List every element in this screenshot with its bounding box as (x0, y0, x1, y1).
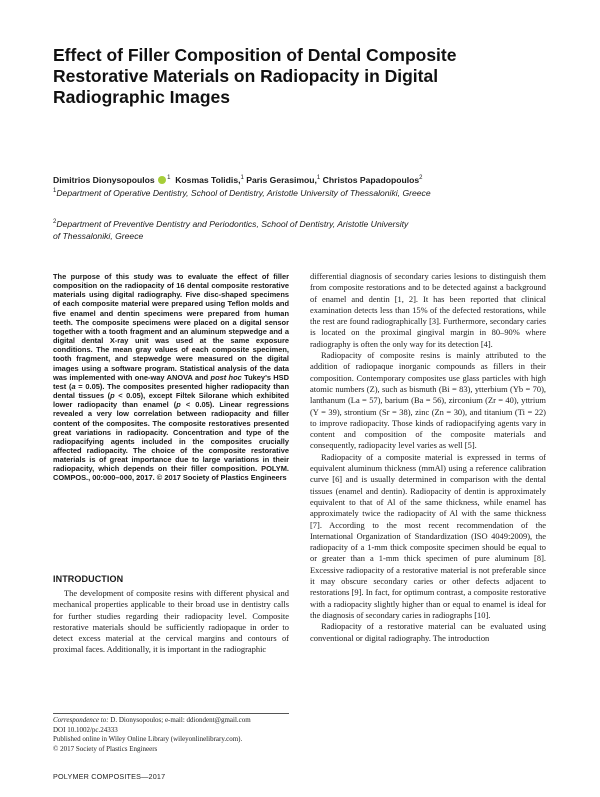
right-column (310, 271, 546, 644)
author-affiliation-mark: 1 (240, 175, 244, 181)
abstract-text: p (110, 391, 115, 401)
correspondence-label: Correspondence to: (53, 716, 109, 724)
abstract-text: a (71, 381, 76, 391)
orcid-icon[interactable] (158, 176, 166, 184)
abstract-text: p (176, 400, 181, 410)
paragraph: differential diagnosis of secondary caries lesions to distinguish them from composite restorations and to be detected against a background of enamel and dentin [1, 2]. It has been reported that clinical examination detects less than 15% of the defected restorations, while the rest are found radiographically [3]. Furthermore, secondary caries is located on the proximal gingival margin in 80–90% where radiography is often the only way for its detection [4]. (310, 271, 546, 349)
correspondence-line (53, 716, 293, 726)
correspondence-footnote (53, 716, 293, 754)
abstract-text: The purpose of this study was to evaluate the effect of filler composition on the radiopacity of 16 dental composite restorative materials using digital radiography. Five disc-shaped specimens of each composite material were prepared using Teflon molds and five enamel and dentin specimens were prepared from human teeth. The composite specimens were placed on a digital sensor together with a tooth fragment and an aluminum stepwedge and a digital dental X-ray unit was used at the same exposure conditions. The mean gray values of each composite specimen, tooth fragment, and stepwedge were measured on the digital images using a software program. Statistical analysis of the data was implemented with one-way ANOVA and (53, 272, 289, 382)
journal-footer: POLYMER COMPOSITES—2017 (53, 772, 166, 781)
left-column (53, 272, 289, 483)
paragraph: Radiopacity of a composite material is expressed in terms of equivalent aluminum thickness (mmAl) using a reference calibration curve [6] and is usually determined in comparison with the dental tissues (enamel and dentin). Radiopacity of dentin is approximately equivalent to that of Al of the same thickness, while enamel has approximately twice the radiopacity of Al with the same thickness [7]. According to the most recent recommendation of the International Organization of Standardization (ISO 4049:2009), the radiopacity of a 1-mm thick composite specimen should be equal to or greater than a 1-mm thick specimen of pure aluminum [8]. Excessive radiopacity of a restorative material is not preferable since it may obscure secondary caries or other defects adjacent to restorations [9]. In fact, for optimum contrast, a composite restorative with a radiopacity slightly higher than or equal to enamel is ideal for the diagnosis of secondary caries in radiographs [10]. (310, 451, 546, 620)
author-name[interactable]: Paris Gerasimou, (246, 175, 317, 185)
footnote-divider (53, 713, 289, 714)
published-line: Published online in Wiley Online Library (wileyonlinelibrary.com). (53, 735, 243, 744)
affiliation-mark: 1 (53, 188, 57, 194)
author-name[interactable]: Kosmas Tolidis, (175, 175, 241, 185)
abstract-text: post hoc (210, 372, 242, 382)
article-title: Effect of Filler Composition of Dental Composite Restorative Materials on Radiopacity in Digital Radiographic Images (53, 45, 457, 107)
paragraph: Radiopacity of composite resins is mainly attributed to the addition of radiopaque inorganic compounds as fillers in their composition. Contemporary composites use glass particles with high atomic numbers (Z), such as bismuth (Bi = 83), ytterbium (Yb = 70), lanthanum (La = 57), barium (Ba = 56), zirconium (Zr = 40), yttrium (Y = 39), strontium (Sr = 38), zinc (Zn = 30), and titanium (Ti = 22) to improve radiopacity. Those kinds of radiopacifying agents vary in content and composition of the composite materials and consequently, radiopacity level varies as well [5]. (310, 350, 546, 451)
introduction-body (53, 588, 289, 656)
abstract-text: < 0.05), except Filtek Silorane which exhibited lower radiopacity than enamel ( (53, 391, 289, 410)
author-list (53, 175, 553, 186)
author-affiliation-mark: 2 (419, 175, 423, 181)
author-affiliation-mark: 1 (316, 175, 321, 181)
affiliation-1 (53, 187, 553, 199)
affiliation-2 (53, 218, 553, 242)
correspondence-email[interactable]: D. Dionysopoulos; e-mail: ddiondent@gmail.com (108, 716, 251, 724)
author-name[interactable]: Christos Papadopoulos (322, 175, 420, 185)
author-affiliation-mark: 1 (167, 175, 171, 181)
section-heading: INTRODUCTION (53, 574, 124, 584)
author-name[interactable]: Dimitrios Dionysopoulos (53, 175, 155, 185)
abstract (53, 272, 289, 483)
copyright-line: © 2017 Society of Plastics Engineers (53, 744, 158, 753)
doi-line[interactable]: DOI 10.1002/pc.24333 (53, 725, 118, 734)
abstract-text: < 0.05). Linear regressions revealed a very low correlation between radiopacity and filler content of the composites. The composite restoratives presented great variations in radiopacity. Concentration and type of the radiopacifying agents included in the composites crucially affected radiopacity. The choice of the composite restorative materials is of great importance due to large variations in their radiopacity, which depends on their filler composition. POLYM. COMPOS., 00:000–000, 2017. © 2017 Society of Plastics Engineers (53, 400, 289, 483)
abstract-text: = 0.05). The composites presented higher radiopacity than dental tissues ( (53, 381, 289, 401)
affiliation-text: Department of Preventive Dentistry and Periodontics, School of Dentistry, Aristotle University (56, 219, 409, 229)
affiliation-text: of Thessaloniki, Greece (53, 231, 144, 241)
affiliation-mark: 2 (53, 219, 57, 225)
paragraph: Radiopacity of a restorative material can be evaluated using conventional or digital radiography. The introduction (310, 621, 546, 643)
affiliation-text: Department of Operative Dentistry, School of Dentistry, Aristotle University of Thessaloniki, Greece (56, 188, 431, 198)
abstract-text: Tukey's HSD test ( (53, 372, 290, 391)
paragraph: The development of composite resins with different physical and mechanical properties applicable to their broad use in dentistry calls for further studies regarding their radiopacity level. Composite restorative materials should be sufficiently radiopaque in order to detect excess material at the cervical margins and contours of proximal faces. Additionally, it is important in the radiographic (53, 588, 289, 655)
